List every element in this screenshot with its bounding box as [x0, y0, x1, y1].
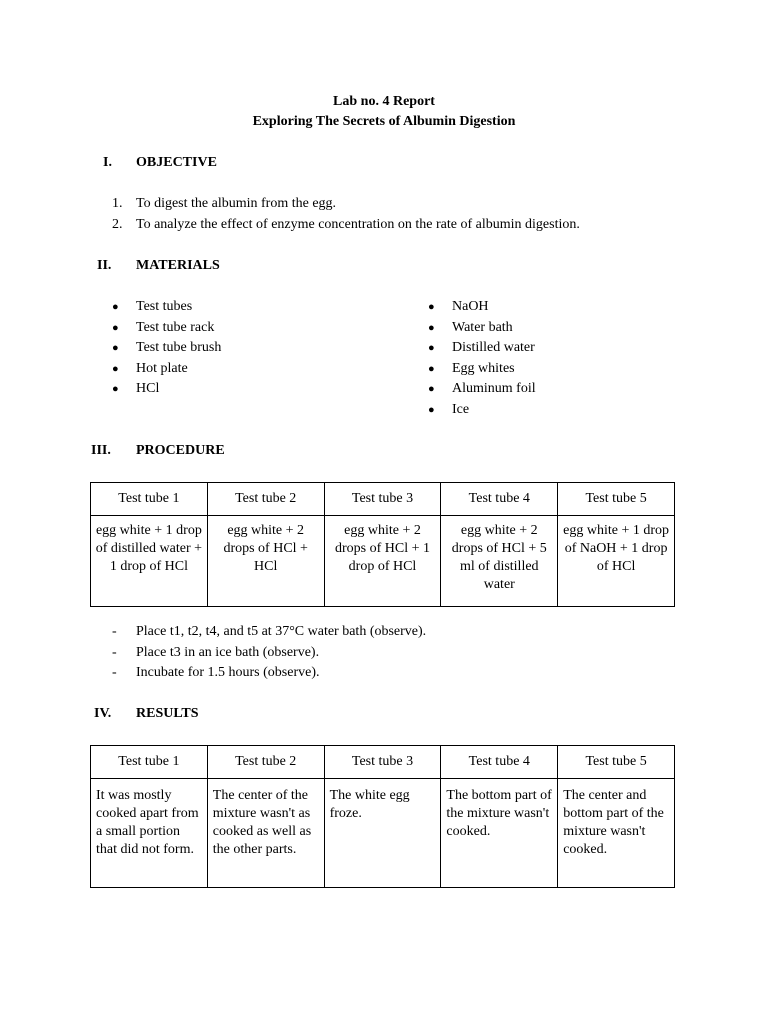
section-title-results: RESULTS — [136, 706, 199, 721]
section-number-procedure: III. — [91, 443, 111, 458]
table-row — [91, 779, 675, 888]
table-header-cell: Test tube 1 — [91, 746, 208, 779]
table-cell: egg white + 2 drops of HCl + 5 ml of distilled water — [441, 516, 558, 607]
section-number-results: IV. — [94, 706, 112, 721]
table-header-cell: Test tube 5 — [558, 746, 675, 779]
table-header-cell: Test tube 5 — [558, 483, 675, 516]
table-header-cell: Test tube 3 — [324, 483, 441, 516]
table-cell: The white egg froze. — [324, 779, 441, 888]
bullet-icon: ● — [428, 383, 435, 395]
bullet-icon: ● — [112, 383, 119, 395]
table-cell: egg white + 2 drops of HCl + 1 drop of HCl — [324, 516, 441, 607]
table-cell: The bottom part of the mixture wasn't cooked. — [441, 779, 558, 888]
section-number-objective: I. — [103, 155, 112, 170]
table-header-row — [91, 746, 675, 779]
table-cell: egg white + 1 drop of NaOH + 1 drop of HCl — [558, 516, 675, 607]
table-cell: egg white + 2 drops of HCl + HCl — [207, 516, 324, 607]
section-title-materials: MATERIALS — [136, 258, 220, 273]
bullet-icon: ● — [428, 342, 435, 354]
table-header-cell: Test tube 2 — [207, 746, 324, 779]
bullet-icon: ● — [428, 362, 435, 375]
report-title: Lab no. 4 Report — [333, 94, 435, 109]
bullet-icon: ● — [112, 362, 119, 375]
procedure-table — [90, 482, 675, 607]
objective-item — [0, 217, 768, 237]
table-header-cell: Test tube 3 — [324, 746, 441, 779]
table-cell: The center and bottom part of the mixture wasn't cooked. — [558, 779, 675, 888]
objective-item-number: 2. — [112, 217, 123, 232]
bullet-icon: ● — [428, 321, 435, 334]
bullet-icon: ● — [112, 342, 119, 354]
section-number-materials: II. — [97, 258, 112, 273]
objective-item-text: To analyze the effect of enzyme concentration on the rate of albumin digestion. — [136, 217, 580, 232]
table-cell: It was mostly cooked apart from a small portion that did not form. — [91, 779, 208, 888]
table-header-cell: Test tube 2 — [207, 483, 324, 516]
table-header-row — [91, 483, 675, 516]
bullet-icon: ● — [428, 403, 435, 416]
section-title-procedure: PROCEDURE — [136, 443, 225, 458]
bullet-icon: ● — [428, 301, 435, 313]
results-table — [90, 745, 675, 888]
table-header-cell: Test tube 1 — [91, 483, 208, 516]
table-cell: The center of the mixture wasn't as cooked as well as the other parts. — [207, 779, 324, 888]
table-cell: egg white + 1 drop of distilled water + 1 drop of HCl — [91, 516, 208, 607]
objective-item-number: 1. — [112, 196, 123, 211]
objective-item — [0, 196, 768, 216]
section-title-objective: OBJECTIVE — [136, 155, 217, 170]
table-row — [91, 516, 675, 607]
objective-item-text: To digest the albumin from the egg. — [136, 196, 337, 211]
bullet-icon: ● — [112, 301, 119, 313]
bullet-icon: ● — [112, 321, 119, 334]
table-header-cell: Test tube 4 — [441, 483, 558, 516]
report-subtitle: Exploring The Secrets of Albumin Digestion — [252, 114, 516, 129]
table-header-cell: Test tube 4 — [441, 746, 558, 779]
